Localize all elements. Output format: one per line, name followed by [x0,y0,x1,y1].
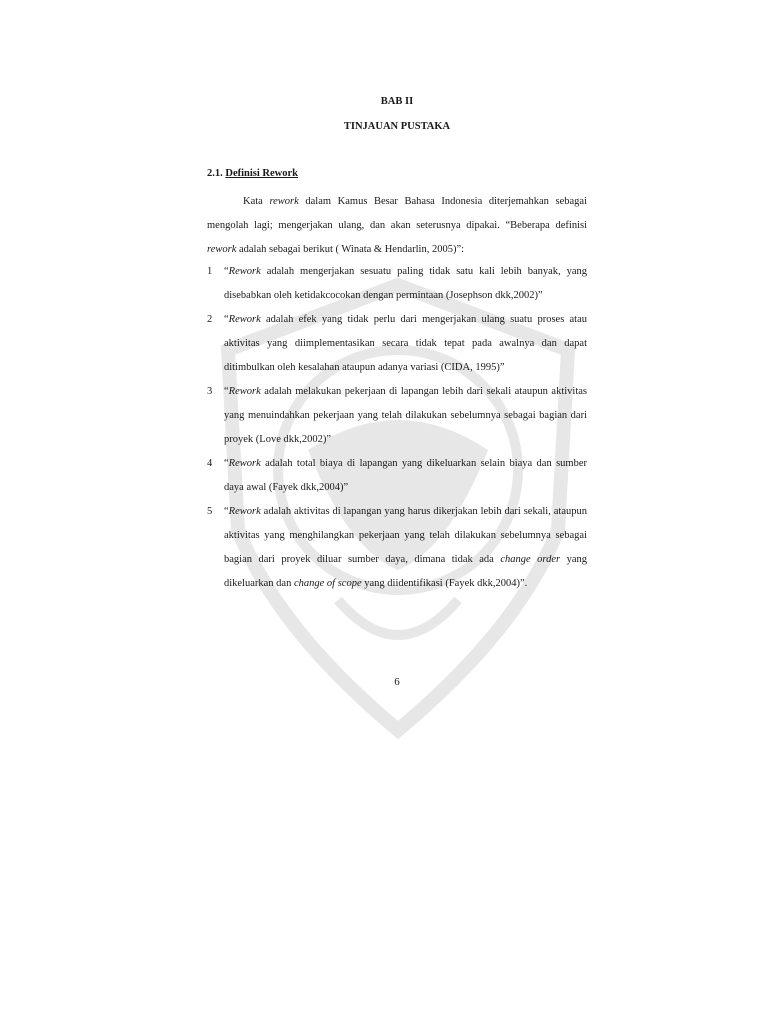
intro-italic-2: rework [207,244,237,255]
intro-paragraph [207,190,587,262]
change-of-scope-italic: change of scope [293,578,362,589]
definition-text: adalah mengerjakan sesuatu paling tidak satu kali lebih banyak, yang disebabkan oleh ketidakcocokan dengan permintaan (Josephson dkk,2002)” [224,266,587,301]
list-number: 4 [207,458,213,469]
section-title: Definisi Rework [225,168,298,179]
list-number: 1 [207,266,213,277]
chapter-title: TINJAUAN PUSTAKA [343,121,451,132]
quote-open: “ [224,314,229,325]
term-italic: Rework [228,506,261,517]
list-item [207,452,587,500]
quote-open: “ [224,458,229,469]
intro-italic-1: rework [269,196,299,207]
quote-open: “ [224,386,229,397]
page-number: 6 [394,676,400,688]
definition-text: adalah efek yang tidak perlu dari mengerjakan ulang suatu proses atau aktivitas yang diimplementasikan secara tidak tepat pada awalnya dan dapat ditimbulkan oleh kesalahan ataupun adanya variasi (CIDA, 1995)” [224,314,587,373]
list-item [207,308,587,380]
definition-text: yang diidentifikasi (Fayek dkk,2004)”. [361,578,528,589]
definition-list [207,260,587,596]
list-item [207,260,587,308]
definition-text: yang dikeluarkan dan [224,554,587,589]
term-italic: Rework [228,266,261,277]
list-item [207,380,587,452]
definition-text: adalah melakukan pekerjaan di lapangan lebih dari sekali ataupun aktivitas yang menuindahkan pekerjaan yang telah dilakukan sebelumnya sebagai bagian dari proyek (Love dkk,2002)” [224,386,587,445]
change-order-italic: change order [500,554,561,565]
definition-text: adalah aktivitas di lapangan yang harus dikerjakan lebih dari sekali, ataupun aktivitas yang menghilangkan pekerjaan yang telah dilakukan sebelumnya sebagai bagian dari proyek diluar sumber daya, dimana tidak ada [224,506,587,565]
intro-text-1: Kata [243,196,270,207]
chapter-label: BAB II [380,96,414,107]
term-italic: Rework [228,314,261,325]
list-item [207,500,587,596]
list-number: 5 [207,506,213,517]
list-number: 2 [207,314,213,325]
list-number: 3 [207,386,213,397]
quote-open: “ [224,506,229,517]
intro-text-3: adalah sebagai berikut ( Winata & Hendarlin, 2005)”: [236,244,465,255]
definition-text: adalah total biaya di lapangan yang dikeluarkan selain biaya dan sumber daya awal (Fayek dkk,2004)” [224,458,587,493]
term-italic: Rework [228,386,261,397]
term-italic: Rework [228,458,261,469]
section-number: 2.1. [207,168,223,179]
quote-open: “ [224,266,229,277]
intro-text-2: dalam Kamus Besar Bahasa Indonesia diterjemahkan sebagai mengolah lagi; mengerjakan ulang, dan akan seterusnya dipakai. “Beberapa definisi [207,196,587,231]
section-heading [207,168,298,179]
